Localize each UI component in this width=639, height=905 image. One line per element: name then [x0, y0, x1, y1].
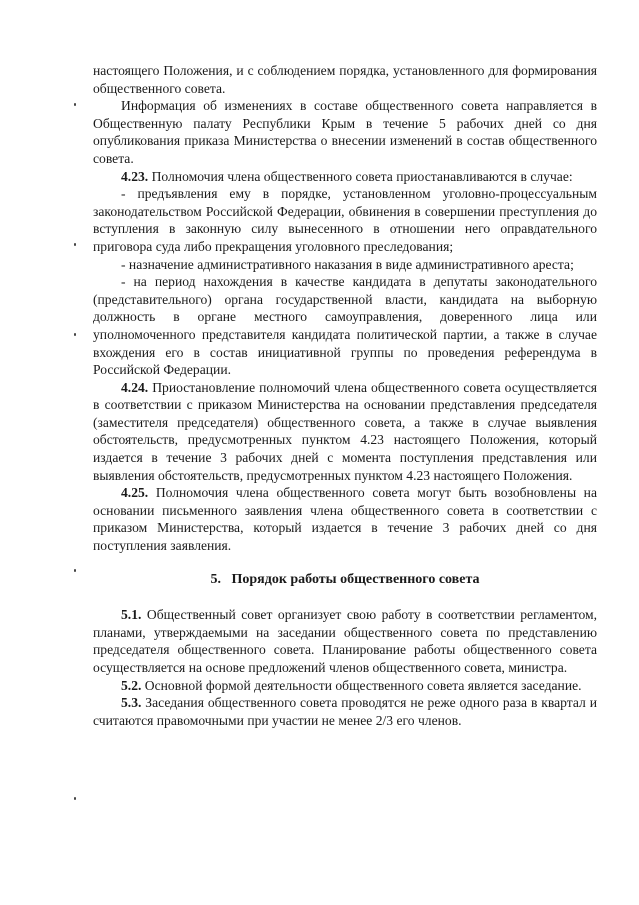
paragraph-text: Общественный совет организует свою работу в соответствии регламентом, планами, утверждаемыми на заседании общественного совета по представлению председателя общественного совета. Планирование работы общественного совета осуществляется на основе предложений членов общественного совета, министра. — [93, 607, 597, 675]
clause-number: 4.25. — [121, 485, 149, 501]
paragraph-text: Основной формой деятельности общественного совета является заседание. — [144, 677, 582, 693]
margin-mark — [74, 103, 76, 106]
paragraph-text: Полномочия члена общественного совета могут быть возобновлены на основании письменного заявления члена общественного совета в соответствии с приказом Министерства, который издается в течение 3 рабочих дней со дня поступления заявления. — [93, 485, 597, 554]
section-5-paragraphs — [93, 606, 597, 729]
paragraph-text: - назначение административного наказания в виде административного ареста; — [121, 256, 574, 272]
paragraph — [93, 677, 597, 695]
margin-mark — [74, 333, 76, 336]
paragraph-text: - предъявления ему в порядке, установленном уголовно-процессуальным законодательством Российской Федерации, обвинения в совершении преступления до вступления в законную силу вынесенного в отношении него оправдательного приговора суда либо прекращения уголовного преследования; — [93, 186, 597, 254]
section-title: Порядок работы общественного совета — [231, 571, 480, 587]
paragraph — [93, 256, 597, 274]
paragraph-text: Заседания общественного совета проводятся не реже одного раза в квартал и считаются правомочными при участии не менее 2/3 его членов. — [93, 695, 597, 728]
paragraph-text: Информация об изменениях в составе общественного совета направляется в Общественную палату Республики Крым в течение 5 рабочих дней со дня опубликования приказа Министерства о внесении изменений в состав общественного совета. — [93, 98, 597, 166]
clause-number: 5.3. — [121, 695, 142, 711]
clause-number: 5.1. — [121, 607, 142, 623]
paragraph-text: Приостановление полномочий члена общественного совета осуществляется в соответствии с приказом Министерства на основании представления председателя (заместителя председателя) общественного совета, а также в случае выявления обстоятельств, предусмотренных пунктом 4.23 настоящего Положения, который издается в течение 3 рабочих дней с момента поступления представления или выявления обстоятельств, предусмотренных пунктом 4.23 настоящего Положения. — [93, 379, 597, 483]
paragraph — [93, 273, 597, 379]
paragraph — [93, 185, 597, 255]
paragraph — [93, 97, 597, 167]
clause-number: 4.24. — [121, 379, 149, 395]
paragraph — [93, 168, 597, 186]
document-page — [93, 62, 597, 729]
paragraph — [93, 606, 597, 676]
paragraph-text: - на период нахождения в качестве кандидата в депутаты законодательного (представительного) органа государственной власти, кандидата на выборную должность в органе местного самоуправления, доверенного лица или уполномоченного представителя кандидата политической партии, а также в случае вхождения его в состав инициативной группы по проведения референдума в Российской Федерации. — [93, 274, 597, 378]
margin-mark — [74, 569, 76, 572]
margin-mark — [74, 797, 76, 800]
paragraph — [93, 694, 597, 729]
section-4-paragraphs — [93, 62, 597, 555]
clause-number: 5.2. — [121, 677, 142, 693]
section-number: 5. — [210, 571, 221, 587]
paragraph-text: Полномочия члена общественного совета приостанавливаются в случае: — [151, 168, 573, 184]
clause-number: 4.23. — [121, 168, 149, 184]
margin-mark — [74, 243, 76, 246]
paragraph-text: настоящего Положения, и с соблюдением порядка, установленного для формирования общественного совета. — [93, 63, 597, 96]
paragraph — [93, 379, 597, 485]
paragraph — [93, 484, 597, 554]
section-heading — [93, 571, 597, 589]
paragraph — [93, 62, 597, 97]
